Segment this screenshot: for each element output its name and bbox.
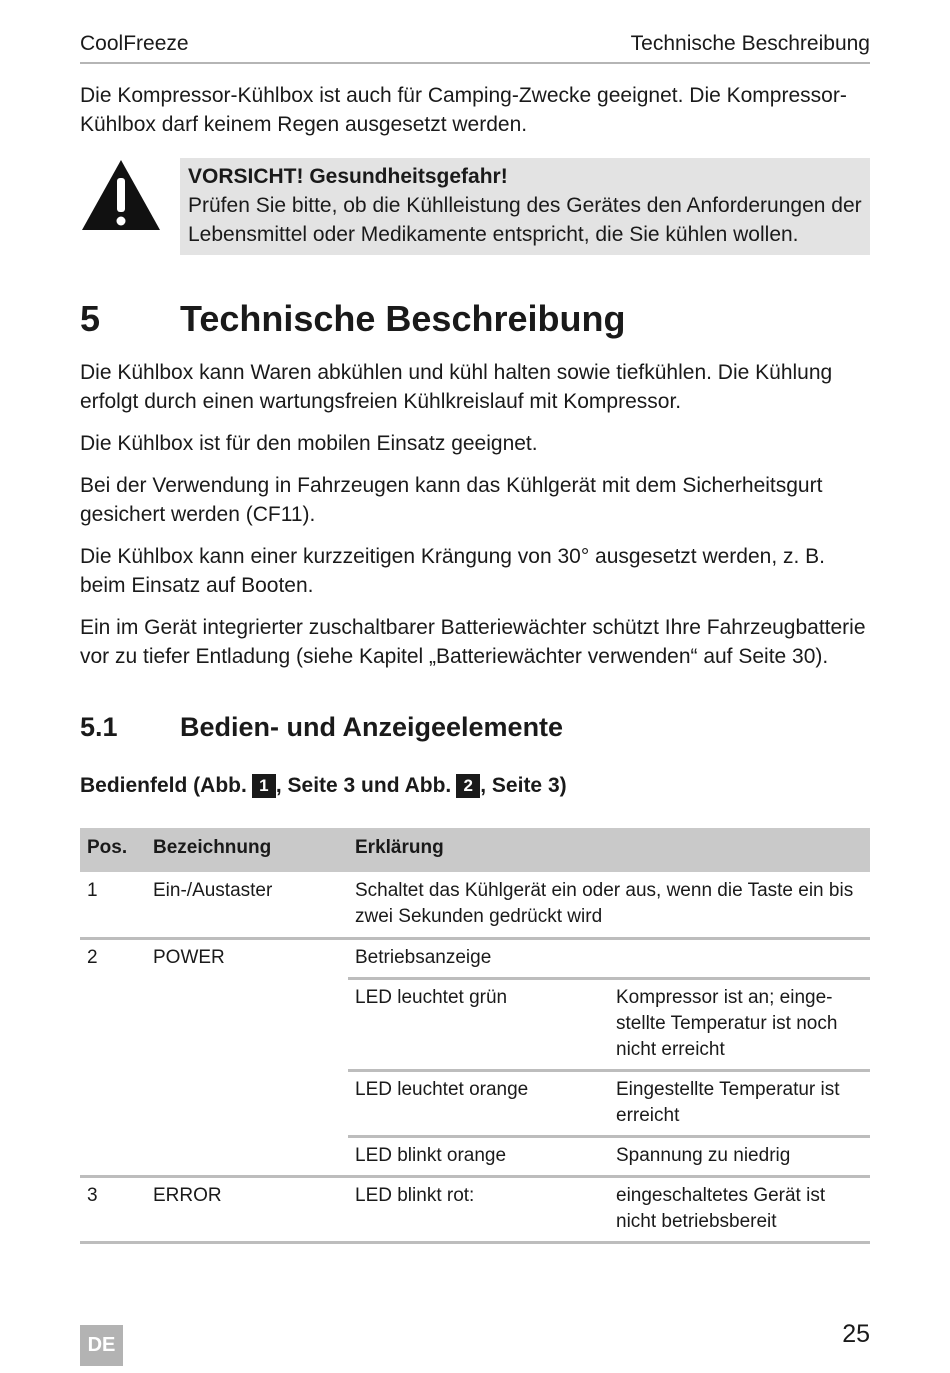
table-cell-meaning: Eingestellte Temperatur ist erreicht (616, 1079, 840, 1126)
column-header-name: Bezeichnung (153, 837, 272, 858)
body-paragraph: Ein im Gerät integrierter zuschaltbarer Batteriewächter schützt Ihre Fahrzeugbatterie vor zu tiefer Entladung (siehe Kapitel „Batteriewächter verwenden“ auf Seite 30). (80, 616, 866, 668)
header-product: CoolFreeze (80, 32, 189, 55)
table-cell-state: LED leuchtet orange (355, 1079, 529, 1100)
table-cell-pos: 1 (87, 880, 98, 901)
body-paragraph: Die Kühlbox ist für den mobilen Einsatz geeignet. (80, 432, 538, 455)
row-divider (80, 1175, 870, 1178)
body-paragraph: Die Kühlbox kann Waren abkühlen und kühl halten sowie tiefkühlen. Die Kühlung erfolgt durch einen wartungsfreien Kühlkreislauf mit Kompressor. (80, 361, 833, 413)
language-badge: DE (80, 1325, 123, 1366)
body-paragraph: Die Kühlbox kann einer kurzzeitigen Krängung von 30° ausgesetzt werden, z. B. beim Einsatz auf Booten. (80, 545, 826, 597)
row-divider (348, 977, 870, 980)
section-title: Technische Beschreibung (180, 298, 626, 339)
column-header-pos: Pos. (87, 837, 128, 858)
control-panel-heading (80, 774, 567, 798)
table-cell-name: ERROR (153, 1185, 222, 1206)
page-number: 25 (842, 1320, 870, 1348)
subsection-title: Bedien- und Anzeigeelemente (180, 712, 564, 742)
table-cell-meaning: Kompressor ist an; einge-stellte Temperatur ist noch nicht erreicht (616, 987, 838, 1060)
table-cell-desc: Betriebsanzeige (355, 947, 492, 968)
warning-title: VORSICHT! Gesundheitsgefahr! (188, 165, 508, 188)
page-header (80, 30, 870, 64)
header-chapter: Technische Beschreibung (630, 32, 870, 55)
heading-part: Bedienfeld (Abb. (80, 774, 247, 797)
row-divider (80, 937, 870, 940)
warning-box (180, 158, 870, 255)
table-cell-name: Ein-/Austaster (153, 880, 273, 901)
table-bottom-rule (80, 1241, 870, 1244)
intro-paragraph: Die Kompressor-Kühlbox ist auch für Camping-Zwecke geeignet. Die Kompressor-Kühlbox darf keinem Regen ausgesetzt werden. (80, 84, 847, 136)
table-cell-meaning: Spannung zu niedrig (616, 1145, 791, 1166)
figure-badge: 2 (456, 774, 480, 798)
warning-triangle-icon (80, 158, 162, 232)
column-header-desc: Erklärung (355, 837, 444, 858)
table-header (80, 828, 870, 872)
section-number: 5 (80, 298, 101, 339)
figure-badge: 1 (252, 774, 276, 798)
heading-part: , Seite 3 und Abb. (275, 774, 452, 797)
table-cell-desc: Schaltet das Kühlgerät ein oder aus, wenn die Taste ein bis zwei Sekunden gedrückt wird (355, 880, 854, 927)
table-cell-state: LED blinkt rot: (355, 1185, 475, 1206)
table-cell-name: POWER (153, 947, 225, 968)
table-cell-pos: 2 (87, 947, 98, 968)
table-cell-pos: 3 (87, 1185, 98, 1206)
warning-text: Prüfen Sie bitte, ob die Kühlleistung des Gerätes den Anforderungen der Lebensmittel oder Medikamente entspricht, die Sie kühlen wollen. (188, 194, 862, 246)
row-divider (348, 1135, 870, 1138)
body-paragraph: Bei der Verwendung in Fahrzeugen kann das Kühlgerät mit dem Sicherheitsgurt gesichert werden (CF11). (80, 474, 823, 526)
table-cell-state: LED leuchtet grün (355, 987, 508, 1008)
table-cell-state: LED blinkt orange (355, 1145, 507, 1166)
subsection-number: 5.1 (80, 712, 118, 742)
row-divider (348, 1069, 870, 1072)
table-cell-meaning: eingeschaltetes Gerät ist nicht betriebsbereit (616, 1185, 826, 1232)
heading-part: , Seite 3) (480, 774, 567, 797)
